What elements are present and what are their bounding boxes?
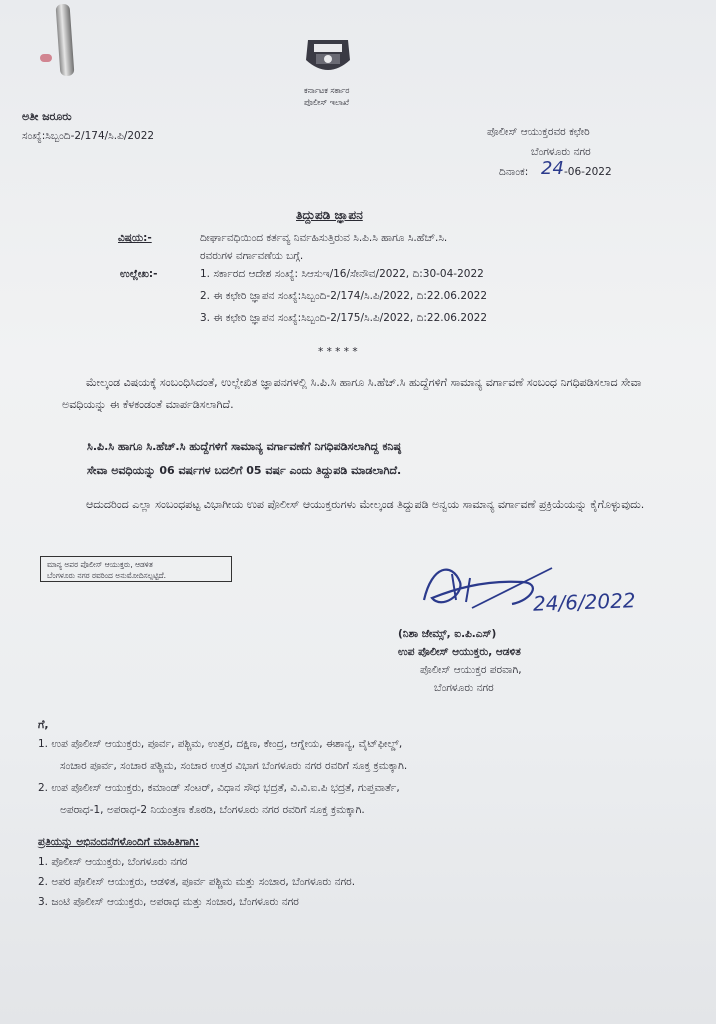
- handwritten-date-day: 24: [541, 158, 564, 179]
- subject-label: ವಿಷಯ:-: [118, 232, 152, 244]
- signatory-for: ಪೊಲೀಸ್ ಆಯುಕ್ತರ ಪರವಾಗಿ,: [420, 664, 522, 676]
- office-name: ಪೊಲೀಸ್ ಆಯುಕ್ತರವರ ಕಛೇರಿ: [487, 126, 590, 138]
- date-label: ದಿನಾಂಕ:: [499, 166, 529, 178]
- to-item-1-line-1: 1. ಉಪ ಪೊಲೀಸ್ ಆಯುಕ್ತರು, ಪೂರ್ವ, ಪಶ್ಚಿಮ, ಉತ್ತರ, ದಕ್ಷಿಣ, ಕೇಂದ್ರ, ಆಗ್ನೇಯ, ಈಶಾನ್ಯ, ವೈಟ್‌ಫೀಲ್ಡ್,: [38, 738, 403, 750]
- signatory-name: (ನಿಶಾ ಜೇಮ್ಸ್, ಐ.ಪಿ.ಎಸ್): [398, 628, 497, 640]
- paragraph-3: ಆದುದರಿಂದ ಎಲ್ಲಾ ಸಂಬಂಧಪಟ್ಟ ವಿಭಾಗೀಯ ಉಪ ಪೊಲೀಸ್ ಆಯುಕ್ತರುಗಳು ಮೇಲ್ಕಂಡ ತಿದ್ದುಪಡಿ ಅನ್ವಯ ಸಾಮಾನ್ಯ ವರ್ಗಾವಣೆ ಪ್ರಕ್ರಿಯೆಯನ್ನು ಕೈಗೊಳ್ಳುವುದು.: [86, 498, 645, 511]
- signatory-city: ಬೆಂಗಳೂರು ನಗರ: [434, 682, 494, 694]
- office-city: ಬೆಂಗಳೂರು ನಗರ: [531, 146, 591, 158]
- urgent-label: ಅತೀ ಜರೂರು: [22, 110, 72, 123]
- emblem-line-2: ಪೊಲೀಸ್ ಇಲಾಖೆ: [304, 98, 350, 107]
- paper-clip: [56, 4, 75, 77]
- handwritten-sign-date: 24/6/2022: [532, 588, 636, 616]
- to-item-2-line-1: 2. ಉಪ ಪೊಲೀಸ್ ಆಯುಕ್ತರು, ಕಮಾಂಡ್ ಸೆಂಟರ್, ವಿಧಾನ ಸೌಧ ಭದ್ರತೆ, ವಿ.ವಿ.ಐ.ಪಿ ಭದ್ರತೆ, ಗುಪ್ತವಾರ್ತೆ,: [38, 782, 400, 794]
- to-label: ಗೆ,: [38, 718, 49, 731]
- ink-mark: [40, 54, 52, 62]
- subject-line-2: ರವರುಗಳ ವರ್ಗಾವಣೆಯ ಬಗ್ಗೆ.: [200, 250, 304, 262]
- copy-item: 1. ಪೊಲೀಸ್ ಆಯುಕ್ತರು, ಬೆಂಗಳೂರು ನಗರ: [38, 856, 188, 868]
- highlight-line-2: ಸೇವಾ ಅವಧಿಯನ್ನು 06 ವರ್ಷಗಳ ಬದಲಿಗೆ 05 ವರ್ಷ ಎಂದು ತಿದ್ದುಪಡಿ ಮಾಡಲಾಗಿದೆ.: [87, 464, 402, 477]
- emblem-line-1: ಕರ್ನಾಟಕ ಸರ್ಕಾರ: [304, 86, 350, 95]
- copy-label: ಪ್ರತಿಯನ್ನು ಅಭಿನಂದನೆಗಳೊಂದಿಗೆ ಮಾಹಿತಿಗಾಗಿ:: [38, 836, 200, 848]
- to-item-2-line-2: ಅಪರಾಧ-1, ಅಪರಾಧ-2 ನಿಯಂತ್ರಣ ಕೊಠಡಿ, ಬೆಂಗಳೂರು ನಗರ ರವರಿಗೆ ಸೂಕ್ತ ಕ್ರಮಕ್ಕಾಗಿ.: [60, 804, 365, 816]
- date-rest: -06-2022: [564, 166, 612, 178]
- approval-stamp: [40, 556, 232, 582]
- paragraph-1: ಮೇಲ್ಕಂಡ ವಿಷಯಕ್ಕೆ ಸಂಬಂಧಿಸಿದಂತೆ, ಉಲ್ಲೇಖಿತ ಜ್ಞಾಪನಗಳಲ್ಲಿ ಸಿ.ಪಿ.ಸಿ ಹಾಗೂ ಸಿ.ಹೆಚ್.ಸಿ ಹುದ್ದೆಗಳಿಗೆ ಸಾಮಾನ್ಯ ವರ್ಗಾವಣೆ ಸಂಬಂಧ ನಿಗಧಿಪಡಿಸಲಾದ ಸೇವಾ ಅವಧಿಯನ್ನು ಈ ಕೆಳಕಂಡಂತೆ ಮಾರ್ಪಡಿಸಲಾಗಿದೆ.: [62, 376, 642, 411]
- copy-item: 3. ಜಂಟಿ ಪೊಲೀಸ್ ಆಯುಕ್ತರು, ಅಪರಾಧ ಮತ್ತು ಸಂಚಾರ, ಬೆಂಗಳೂರು ನಗರ: [38, 896, 299, 908]
- copy-item: 2. ಅಪರ ಪೊಲೀಸ್ ಆಯುಕ್ತರು, ಆಡಳಿತ, ಪೂರ್ವ ಪಶ್ಚಿಮ ಮತ್ತು ಸಂಚಾರ, ಬೆಂಗಳೂರು ನಗರ.: [38, 876, 356, 888]
- highlight-line-1: ಸಿ.ಪಿ.ಸಿ ಹಾಗೂ ಸಿ.ಹೆಚ್.ಸಿ ಹುದ್ದೆಗಳಿಗೆ ಸಾಮಾನ್ಯ ವರ್ಗಾವಣೆಗೆ ನಿಗಧಿಪಡಿಸಲಾಗಿದ್ದ ಕನಿಷ್ಠ: [87, 440, 401, 453]
- reference-item: 3. ಈ ಕಛೇರಿ ಜ್ಞಾಪನ ಸಂಖ್ಯೆ:ಸಿಬ್ಬಂದಿ-2/175/ಸಿ.ಪಿ/2022, ದಿ:22.06.2022: [200, 312, 488, 324]
- stamp-line-2: ಬೆಂಗಳೂರು ನಗರ ರವರಿಂದ ಅನುಮೋದಿಸಲ್ಪಟ್ಟಿದೆ.: [47, 571, 167, 580]
- page-title: ತಿದ್ದುಪಡಿ ಜ್ಞಾಪನ: [296, 208, 363, 222]
- reference-number: ಸಂಖ್ಯೆ:ಸಿಬ್ಬಂದಿ-2/174/ಸಿ.ಪಿ/2022: [22, 130, 155, 142]
- separator-stars: * * * * *: [318, 346, 358, 358]
- reference-label: ಉಲ್ಲೇಖ:-: [120, 268, 158, 280]
- reference-item: 1. ಸರ್ಕಾರದ ಆದೇಶ ಸಂಖ್ಯೆ: ಸಿಆಸುಇ/16/ಸೇನೌವ/2022, ದಿ:30-04-2022: [200, 268, 484, 280]
- police-emblem-logo: [298, 34, 358, 82]
- to-item-1-line-2: ಸಂಚಾರ ಪೂರ್ವ, ಸಂಚಾರ ಪಶ್ಚಿಮ, ಸಂಚಾರ ಉತ್ತರ ವಿಭಾಗ ಬೆಂಗಳೂರು ನಗರ ರವರಿಗೆ ಸೂಕ್ತ ಕ್ರಮಕ್ಕಾಗಿ.: [60, 760, 408, 772]
- reference-item: 2. ಈ ಕಛೇರಿ ಜ್ಞಾಪನ ಸಂಖ್ಯೆ:ಸಿಬ್ಬಂದಿ-2/174/ಸಿ.ಪಿ/2022, ದಿ:22.06.2022: [200, 290, 488, 302]
- signatory-designation: ಉಪ ಪೊಲೀಸ್ ಆಯುಕ್ತರು, ಆಡಳಿತ: [398, 646, 521, 658]
- stamp-line-1: ಮಾನ್ಯ ಅಪರ ಪೊಲೀಸ್ ಆಯುಕ್ತರು, ಆಡಳಿತ: [47, 560, 153, 569]
- subject-line-1: ದೀರ್ಘಾವಧಿಯಿಂದ ಕರ್ತವ್ಯ ನಿರ್ವಹಿಸುತ್ತಿರುವ ಸಿ.ಪಿ.ಸಿ ಹಾಗೂ ಸಿ.ಹೆಚ್.ಸಿ.: [200, 232, 448, 244]
